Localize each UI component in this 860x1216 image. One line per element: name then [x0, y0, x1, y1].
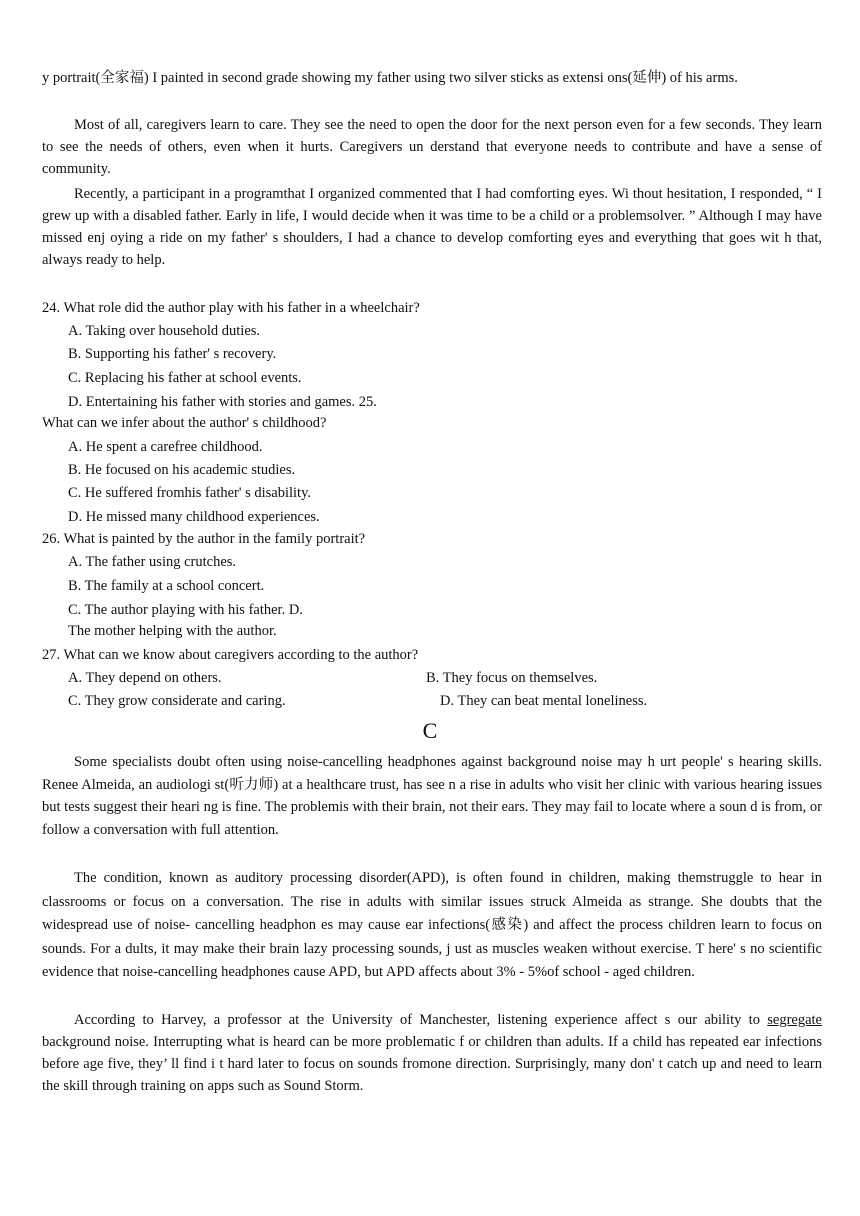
question-25-option-c: C. He suffered fromhis father' s disability. [68, 485, 312, 501]
passage-b-paragraph-3: Recently, a participant in a programthat I organized commented that I had comforting eyes. Wi thout hesitation, I responded, “ I grew up with a disabled father. Early in life, I would decide when it was time to be a child or a problemsolver. ” Although I may have missed enj oying a ride on my father' s shoulders, I had a chance to develop comforting eyes and everything that goes wit h that, always ready to help. [42, 186, 822, 268]
question-26-stem: 26. What is painted by the author in the family portrait? [42, 531, 366, 547]
question-27-option-b: B. They focus on themselves. [426, 670, 598, 686]
question-25-option-b: B. He focused on his academic studies. [68, 462, 296, 478]
question-24-option-a: A. Taking over household duties. [68, 323, 261, 339]
question-27-option-d: D. They can beat mental loneliness. [440, 693, 648, 709]
passage-c-paragraph-1: Some specialists doubt often using noise-cancelling headphones against background noise may h urt people' s hearing skills. Renee Almeida, an audiologi st(听力师) at a healthcare trust, has see n a rise in adults who visit her clinic with various hearing issues but tests suggest their heari ng is fine. The problemis with their brain, not their ears. They may fail to locate where a soun d is from, or follow a conversation with full attention. [42, 754, 822, 838]
question-26-option-a: A. The father using crutches. [68, 554, 237, 570]
passage-c-p3-text-end: background noise. Interrupting what is heard can be more problematic f or children than adults. If a child has repeated ear infections before age five, they’ ll find i t hard later to focus on sounds fromone direction. Surprisingly, many don' t catch up and need to learn the skill through training on apps such as Sound Storm. [42, 1034, 822, 1094]
question-27-stem: 27. What can we know about caregivers according to the author? [42, 647, 419, 663]
question-25-stem: What can we infer about the author' s childhood? [42, 415, 327, 431]
question-26-option-c: C. The author playing with his father. D. [68, 602, 303, 618]
passage-c-p3-text-start: According to Harvey, a professor at the University of Manchester, listening experience affect s our ability to [74, 1012, 768, 1028]
passage-b-paragraph-1: y portrait(全家福) I painted in second grade showing my father using two silver sticks as extensi ons(延伸) of his arms. [42, 70, 738, 86]
question-26-option-d: The mother helping with the author. [68, 623, 277, 639]
question-24-option-d: D. Entertaining his father with stories and games. 25. [68, 394, 377, 410]
question-27-option-a: A. They depend on others. [68, 670, 222, 686]
question-24-option-b: B. Supporting his father' s recovery. [68, 346, 277, 362]
question-27-option-c: C. They grow considerate and caring. [68, 693, 286, 709]
question-24-option-c: C. Replacing his father at school events. [68, 370, 302, 386]
question-25-option-d: D. He missed many childhood experiences. [68, 509, 320, 525]
section-c-heading: C [422, 718, 438, 743]
underlined-word-segregate: segregate [767, 1012, 822, 1028]
question-26-option-b: B. The family at a school concert. [68, 578, 265, 594]
question-25-option-a: A. He spent a carefree childhood. [68, 439, 263, 455]
question-24-stem: 24. What role did the author play with his father in a wheelchair? [42, 300, 420, 316]
passage-c-paragraph-3 [42, 1009, 822, 1097]
passage-c-paragraph-2: The condition, known as auditory processing disorder(APD), is often found in children, making themstruggle to hear in classrooms or focus on a conversation. The rise in adults with similar issues struck Almeida as strange. She doubts that the widespread use of noise- cancelling headphon es may cause ear infections(感染) and affect the process children learn to focus on sounds. For a dults, it may make their brain lazy processing sounds, j ust as muscles weaken without exercise. T here' s no scientific evidence that noise-cancelling headphones cause APD, but APD affects about 3% - 5%of school - aged children. [42, 870, 822, 980]
passage-b-paragraph-2: Most of all, caregivers learn to care. They see the need to open the door for the next person even for a few seconds. They learn to see the needs of others, even when it hurts. Caregivers un derstand that everyone needs to contribute and have a sense of community. [42, 117, 822, 177]
